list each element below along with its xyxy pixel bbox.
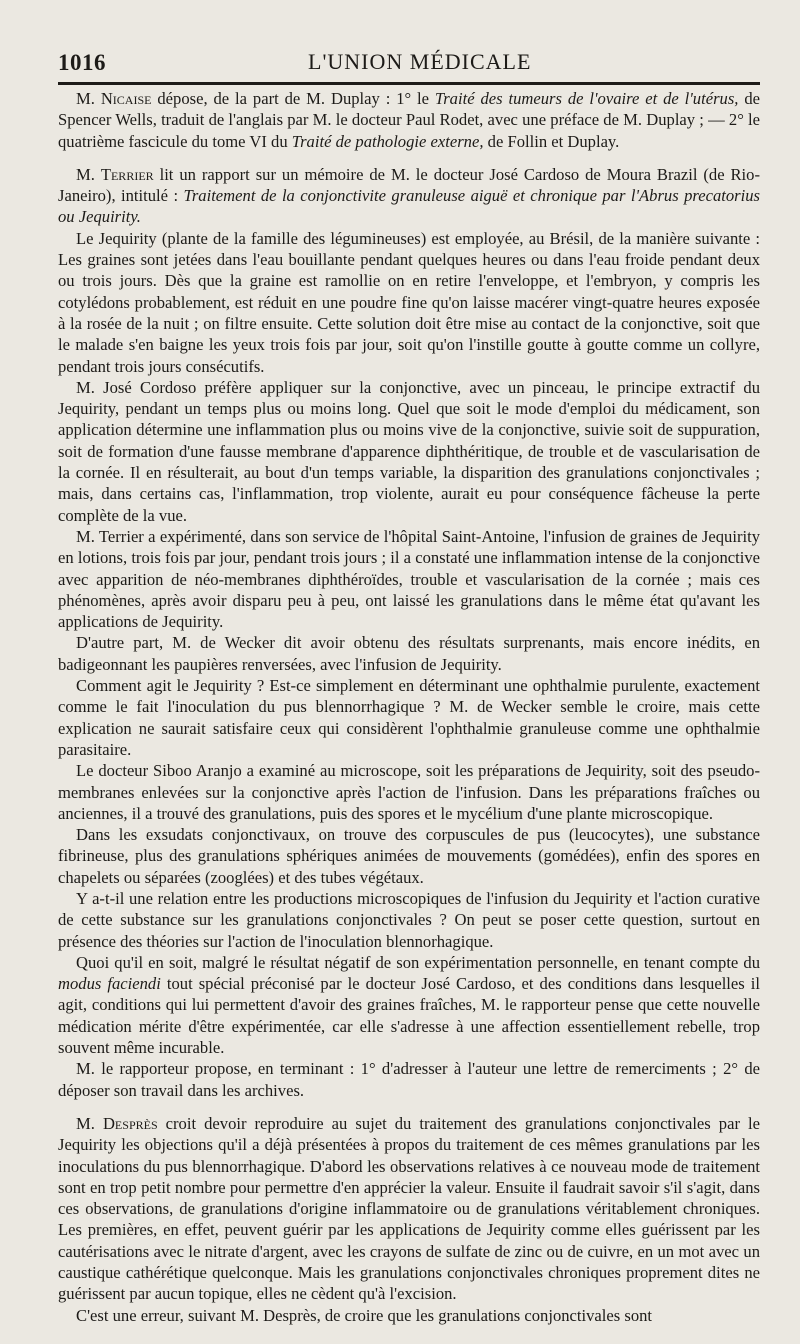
paragraph-exsudats xyxy=(58,824,760,888)
article-body xyxy=(58,88,760,1326)
text-segment: Comment agit le Jequirity ? Est-ce simplement en déterminant une ophthalmie purulente, exactement comme le fait l'inoculation du pus blennorrhagique ? M. de Wecker semble le croire, mais cette explication ne saurait satisfaire ceux qui considèrent l'ophthalmie granuleuse comme une ophthalmie parasitaire. xyxy=(58,676,760,759)
header-rule xyxy=(58,82,760,85)
text-segment: M. xyxy=(76,1113,103,1133)
text-segment: Dans les exsudats conjonctivaux, on trouve des corpuscules de pus (leucocytes), une substance fibrineuse, plus des granulations sphériques animées de mouvements (gomédées), enfin des spores en chapelets ou séparées (zooglées) et des tubes végétaux. xyxy=(58,825,760,887)
italic-text: Traitement de la conjonctivite granuleuse aiguë et chronique par l'Abrus precatorius ou Jequirity. xyxy=(58,186,760,227)
text-segment: Y a-t-il une relation entre les productions microscopiques de l'infusion du Jequirity et l'action curative de cette substance sur les granulations conjonctivales ? On peut se poser cette question, surtout en présence des théories sur l'action de l'inoculation blennorhagique. xyxy=(58,888,760,951)
text-segment: dépose, de la part de M. Duplay : 1° le xyxy=(151,89,435,108)
text-segment: M. xyxy=(76,164,101,184)
italic-text: modus faciendi xyxy=(58,974,161,994)
text-segment: M. José Cordoso préfère appliquer sur la conjonctive, avec un pinceau, le principe extractif du Jequirity, pendant un temps plus ou moins long. Quel que soit le mode d'emploi du médicament, son application détermine une inflammation plus ou moins vive de la conjonctive, suivie soit de suppuration, soit de formation d'une fausse membrane d'apparence diphthéritique, de trouble et de vascularisation de la cornée. Il en résulterait, au bout d'un temps variable, la disparition des granulations conjonctivales ; mais, dans certains cas, l'inflammation, trop violente, aurait eu pour conséquence fâcheuse la perte complète de la vue. xyxy=(58,377,760,525)
page-number: 1016 xyxy=(58,50,106,75)
paragraph-wecker xyxy=(58,632,760,675)
text-segment: de Spencer Wells, traduit de l'anglais par M. le docteur Paul Rodet, avec une préface de M. Duplay ; — 2° le quatrième fascicule du tome VI du xyxy=(58,89,760,151)
speaker-name: Nicaise xyxy=(100,89,152,108)
text-segment: C'est une erreur, suivant M. Desprès, de croire que les granulations conjonctivales sont xyxy=(76,1305,653,1325)
text-segment: Quoi qu'il en soit, malgré le résultat négatif de son expérimentation personnelle, en tenant compte du xyxy=(76,952,760,972)
paragraph-rapporteur-propose xyxy=(58,1058,760,1101)
italic-text: Traité des tumeurs de l'ovaire et de l'utérus, xyxy=(434,89,739,108)
italic-text: Traité de pathologie externe, xyxy=(291,131,484,151)
paragraph-erreur xyxy=(58,1305,760,1326)
text-segment: D'autre part, M. de Wecker dit avoir obtenu des résultats surprenants, mais encore inédits, en badigeonnant les paupières renversées, avec l'infusion de Jequirity. xyxy=(58,633,760,674)
text-segment: M. le rapporteur propose, en terminant : 1° d'adresser à l'auteur une lettre de remerciments ; 2° de déposer son travail dans les archives. xyxy=(58,1059,760,1100)
paragraph-quoi-quil xyxy=(58,952,760,1058)
text-segment: M. Terrier a expérimenté, dans son service de l'hôpital Saint-Antoine, l'infusion de graines de Jequirity en lotions, trois fois par jour, pendant trois jours ; il a constaté une inflammation intense de la conjonctive avec apparition de néo-membranes diphthéroïdes, trouble et vascularisation de la cornée ; mais ces phénomènes, après avoir disparu peu à peu, ont laissé les granulations dans le même état qu'avant les applications de Jequirity. xyxy=(58,526,760,632)
paragraph-despres xyxy=(58,1113,760,1305)
paragraph-jequirity-preparation xyxy=(58,228,760,377)
text-segment: lit un rapport sur un mémoire de M. le docteur José Cardoso de Moura Brazil (de Rio-Janeiro), intitulé : xyxy=(58,164,760,206)
text-segment: Le Jequirity (plante de la famille des légumineuses) est employée, au Brésil, de la manière suivante : Les graines sont jetées dans l'eau bouillante pendant quelques heures ou dans l'eau froide pendant deux ou trois jours. Dès que la graine est ramollie on en retire l'enveloppe, et l'embryon, y compris les cotylédons probablement, est réduit en une poudre fine qu'on laisse macérer vingt-quatre heures exposée à la rosée de la nuit ; on filtre ensuite. Cette solution doit être mise au contact de la conjonctive, soit que le malade s'en baigne les yeux trois fois par jour, soit qu'on l'instille goutte à goutte comme un collyre, pendant trois jours consécutifs. xyxy=(58,228,760,376)
paragraph-siboo-aranjo xyxy=(58,760,760,824)
paragraph-Terrier-rapport xyxy=(58,164,760,228)
speaker-name: Terrier xyxy=(100,164,154,184)
text-segment: tout spécial préconisé par le docteur José Cardoso, et des conditions dans lesquelles il agit, conditions qui lui permettent d'avoir des graines fraîches, M. le rapporteur pense que cette nouvelle médication mérite d'être expérimentée, car elle s'adresse à une affection essentiellement rebelle, trop souvent même incurable. xyxy=(58,974,760,1058)
text-segment: de Follin et Duplay. xyxy=(483,131,620,151)
text-segment: croit devoir reproduire au sujet du traitement des granulations conjonctivales par le Jequirity les objections qu'il a déjà présentées à propos du traitement de ces mêmes granulations par les inoculations du pus blennorrhagique. D'abord les observations relatives à ce nouveau mode de traitement sont en trop petit nombre pour permettre d'en apprécier la valeur. Ensuite il faudrait savoir s'il s'agit, dans ces observations, de granulations d'origine inflammatoire ou de granulations véritablement chroniques. Les premières, en effet, peuvent guérir par les applications de Jequirity comme elles guérissent par les cautérisations avec le nitrate d'argent, avec les crayons de sulfate de zinc ou de cuivre, en un mot avec un caustique cathérétique quelconque. Mais les granulations conjonctivales chroniques proprement dites ne guérissent par aucun topique, elles ne cèdent qu'à l'excision. xyxy=(58,1113,760,1304)
paragraph-comment-agit xyxy=(58,675,760,760)
page-header xyxy=(58,0,760,88)
paragraph-cardoso-methode xyxy=(58,377,760,526)
paragraph-Nicaise xyxy=(58,88,760,152)
speaker-name: Desprès xyxy=(102,1113,158,1133)
paragraph-relation xyxy=(58,888,760,952)
paragraph-terrier-experience xyxy=(58,526,760,632)
text-segment: Le docteur Siboo Aranjo a examiné au microscope, soit les préparations de Jequirity, soit des pseudo-membranes enlevées sur la conjonctive après l'action de l'infusion. Dans les préparations fraîches ou anciennes, il a trouvé des granulations, puis des spores et le mycélium d'une plante microscopique. xyxy=(58,761,760,823)
journal-title: L'UNION MÉDICALE xyxy=(308,49,532,74)
text-segment: M. xyxy=(76,89,101,108)
